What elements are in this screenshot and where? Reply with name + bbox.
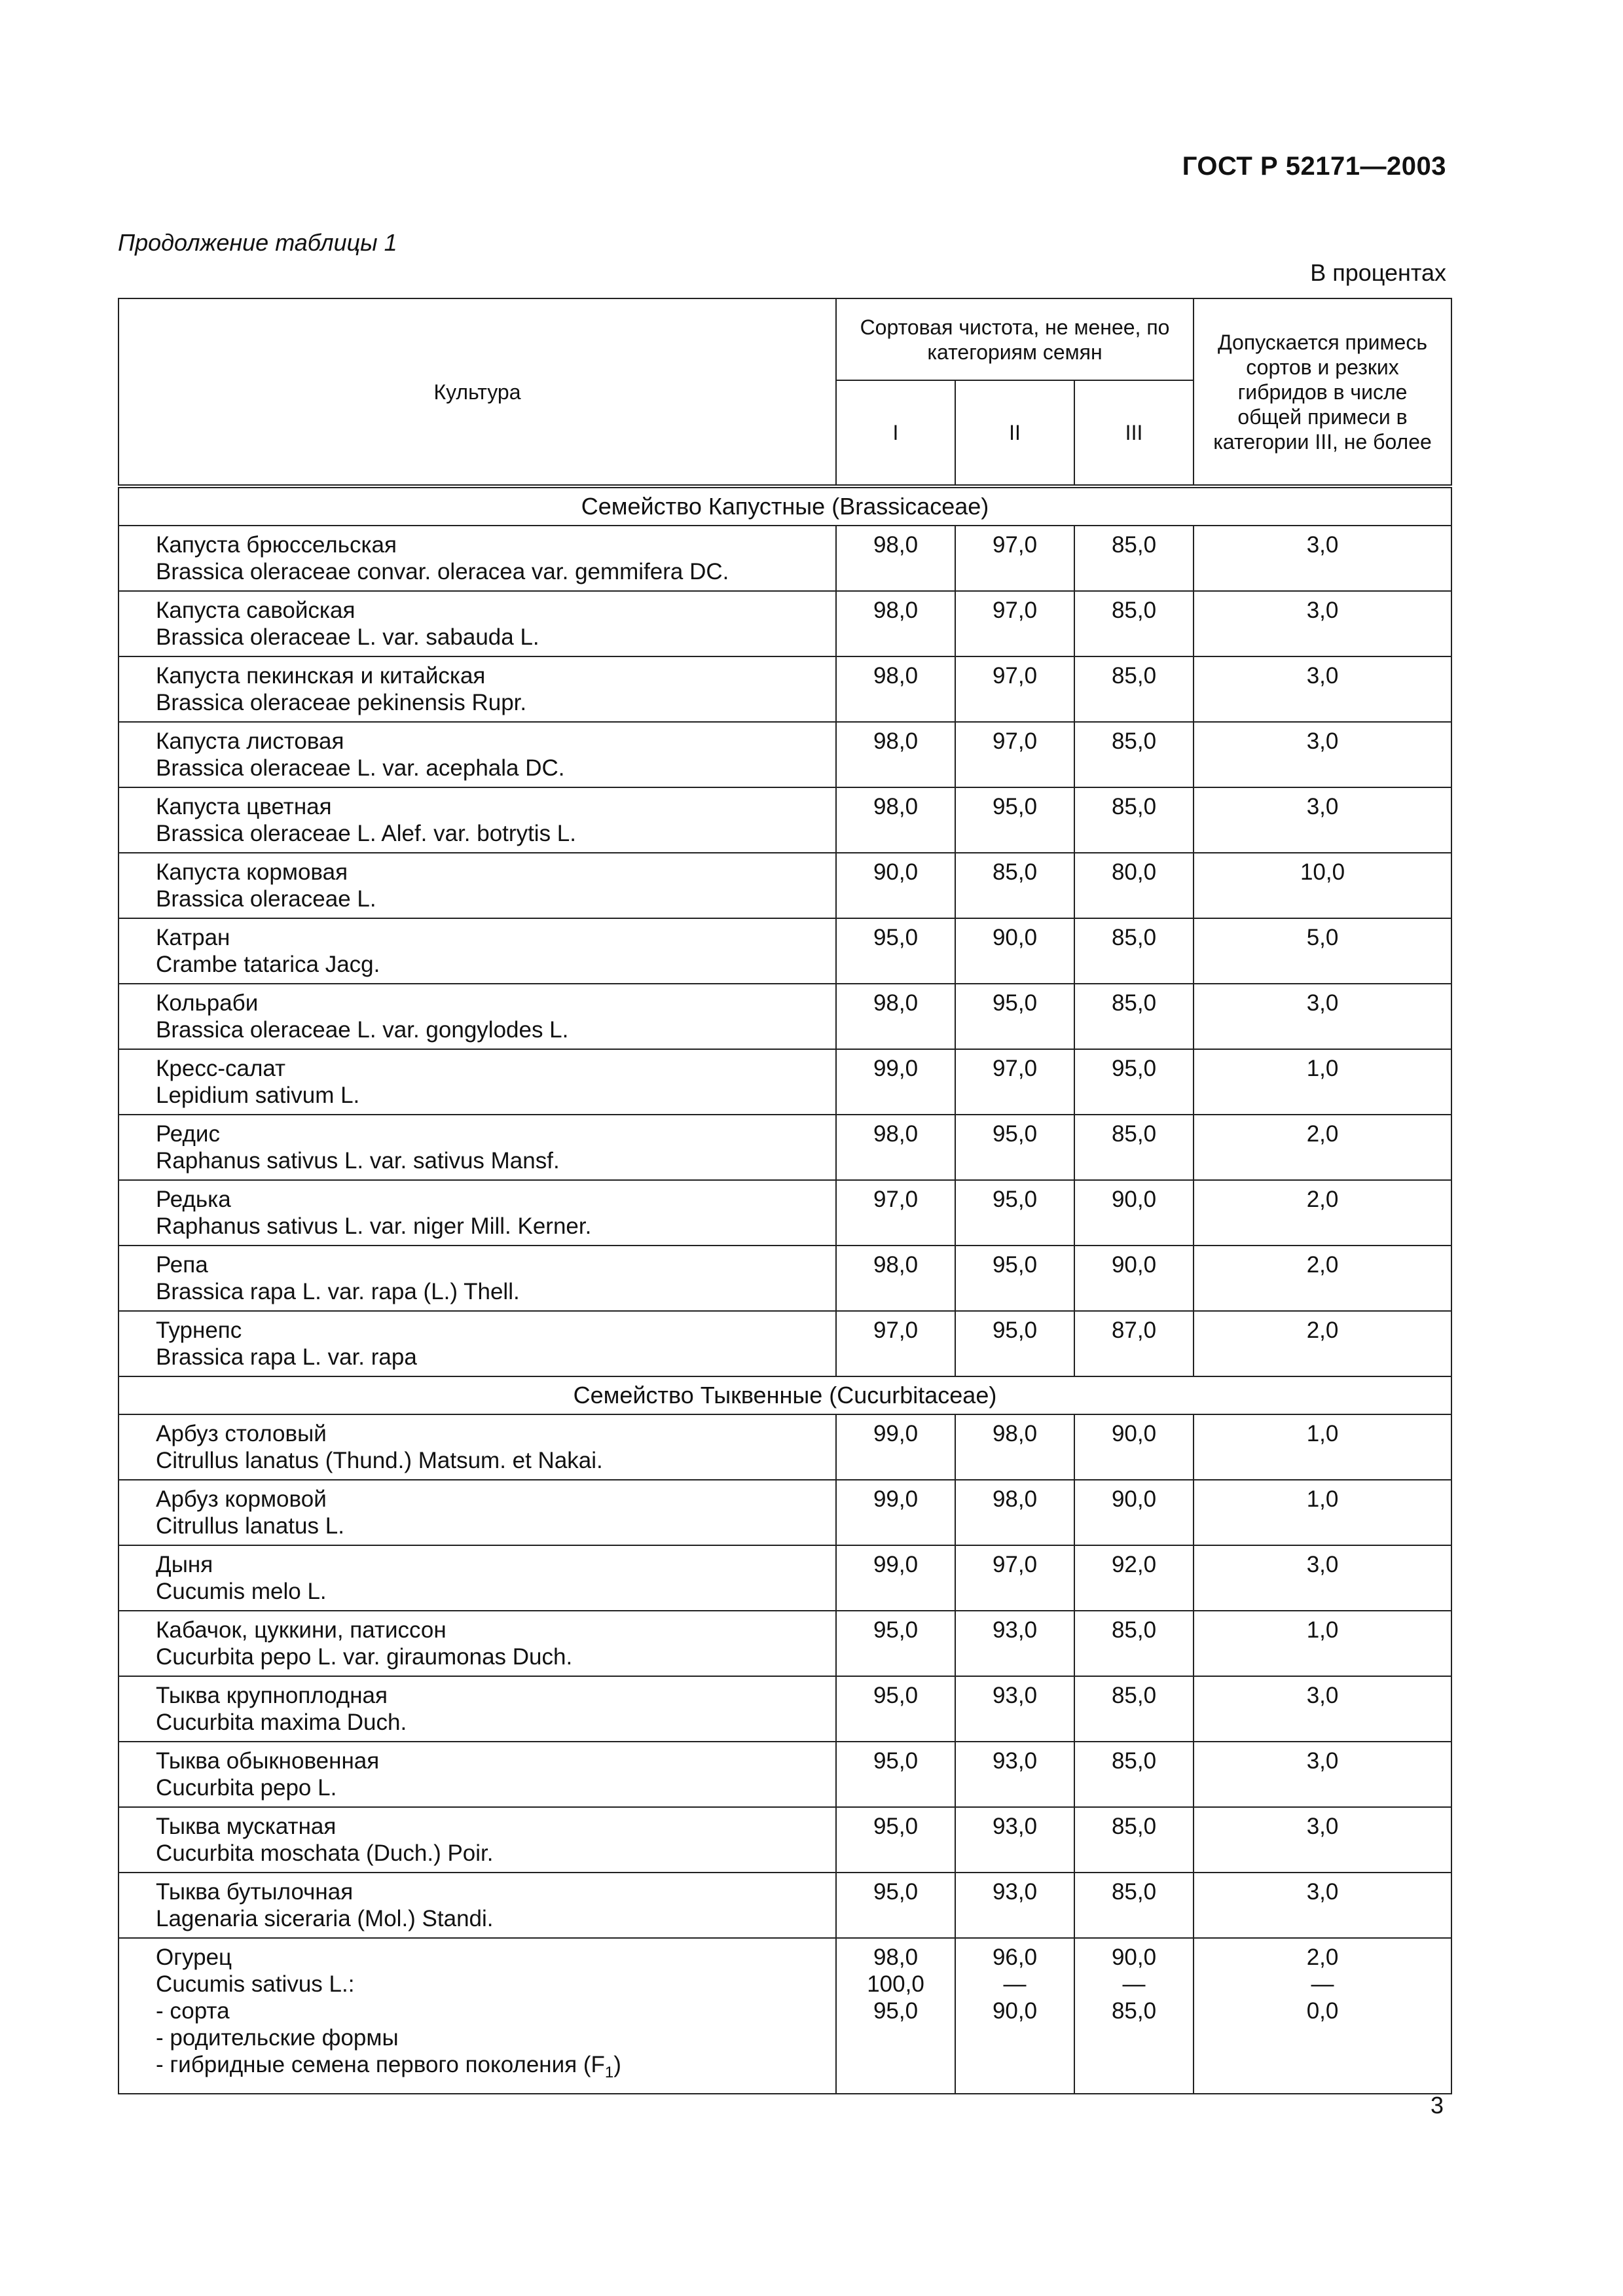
cucumber-subtype-label: - родительские формы bbox=[156, 2025, 399, 2051]
crop-cell bbox=[119, 787, 836, 853]
category-3-value: 85,0 bbox=[1074, 1115, 1194, 1180]
admixture-value: 5,0 bbox=[1194, 918, 1451, 984]
category-1-value: 99,0 bbox=[836, 1480, 955, 1545]
units-caption: В процентах bbox=[1310, 259, 1446, 286]
category-2-value: 98,0 bbox=[955, 1480, 1074, 1545]
header-category-2: II bbox=[955, 380, 1074, 486]
table-row bbox=[119, 853, 1451, 918]
crop-latin-name: Cucumis melo L. bbox=[156, 1579, 327, 1604]
table-row bbox=[119, 722, 1451, 787]
category-1-value: 98,0 bbox=[836, 656, 955, 722]
cucumber-subtype bbox=[156, 2051, 835, 2081]
category-1-value-group bbox=[836, 1938, 955, 2094]
admixture-value: 1,0 bbox=[1194, 1480, 1451, 1545]
crop-name: Капуста цветная bbox=[156, 794, 332, 819]
admixture-value: 0,0 bbox=[1306, 1998, 1339, 2024]
category-2-value: 97,0 bbox=[955, 1049, 1074, 1115]
header-category-3: III bbox=[1074, 380, 1194, 486]
category-3-value: 85,0 bbox=[1074, 656, 1194, 722]
crop-cell bbox=[119, 853, 836, 918]
crop-name: Капуста савойская bbox=[156, 598, 356, 623]
table-row bbox=[119, 1480, 1451, 1545]
table-row bbox=[119, 1049, 1451, 1115]
crop-cell bbox=[119, 1807, 836, 1873]
crop-latin-name: Lepidium sativum L. bbox=[156, 1083, 360, 1108]
admixture-value: 3,0 bbox=[1194, 1807, 1451, 1873]
crop-name: Редька bbox=[156, 1187, 231, 1212]
crop-name: Репа bbox=[156, 1252, 208, 1278]
category-1-value: 95,0 bbox=[836, 1676, 955, 1742]
category-2-value: 97,0 bbox=[955, 591, 1074, 656]
category-1-value: 99,0 bbox=[836, 1049, 955, 1115]
crop-cell bbox=[119, 1311, 836, 1376]
crop-cell bbox=[119, 1873, 836, 1938]
crop-name: Капуста пекинская и китайская bbox=[156, 663, 486, 689]
category-2-value: 93,0 bbox=[955, 1873, 1074, 1938]
category-3-value: 95,0 bbox=[1074, 1049, 1194, 1115]
category-1-value: 100,0 bbox=[867, 1971, 924, 1997]
cucumber-subtype-label: - сорта bbox=[156, 1998, 230, 2024]
crop-name: Арбуз столовый bbox=[156, 1421, 327, 1446]
crop-name: Дыня bbox=[156, 1552, 213, 1577]
crop-latin-name: Brassica oleraceae convar. oleracea var. gemmifera DC. bbox=[156, 559, 729, 584]
crop-latin-name: Lagenaria siceraria (Mol.) Standi. bbox=[156, 1906, 494, 1931]
crop-cell bbox=[119, 1246, 836, 1311]
admixture-value: 10,0 bbox=[1194, 853, 1451, 918]
admixture-value: 3,0 bbox=[1194, 722, 1451, 787]
crop-cell bbox=[119, 1742, 836, 1807]
category-2-value: 95,0 bbox=[955, 1246, 1074, 1311]
crop-name: Тыква бутылочная bbox=[156, 1879, 354, 1905]
crop-cell bbox=[119, 526, 836, 591]
category-3-value: 85,0 bbox=[1074, 918, 1194, 984]
family-row bbox=[119, 486, 1451, 526]
category-2-value: 85,0 bbox=[955, 853, 1074, 918]
category-3-value: 85,0 bbox=[1111, 1998, 1157, 2024]
page-number: 3 bbox=[1430, 2092, 1444, 2119]
admixture-value: 2,0 bbox=[1194, 1115, 1451, 1180]
category-1-value: 99,0 bbox=[836, 1545, 955, 1611]
category-3-value: 85,0 bbox=[1074, 1807, 1194, 1873]
category-2-value: 90,0 bbox=[992, 1998, 1038, 2024]
crop-name: Огурец bbox=[156, 1945, 232, 1970]
crop-cell bbox=[119, 1414, 836, 1480]
category-3-value: 90,0 bbox=[1074, 1246, 1194, 1311]
crop-latin-name: Brassica oleraceae L. bbox=[156, 886, 376, 912]
admixture-value: 3,0 bbox=[1194, 526, 1451, 591]
table-row bbox=[119, 1676, 1451, 1742]
category-1-value: 95,0 bbox=[836, 1611, 955, 1676]
table-body bbox=[119, 486, 1451, 2094]
admixture-value: 2,0 bbox=[1194, 1180, 1451, 1246]
admixture-value: 3,0 bbox=[1194, 656, 1451, 722]
crop-latin-name: Brassica rapa L. var. rapa (L.) Thell. bbox=[156, 1279, 520, 1304]
category-1-value: 98,0 bbox=[836, 1115, 955, 1180]
category-2-value: 93,0 bbox=[955, 1807, 1074, 1873]
crop-cell bbox=[119, 1049, 836, 1115]
header-category-1: I bbox=[836, 380, 955, 486]
crop-cell bbox=[119, 1115, 836, 1180]
category-1-value: 97,0 bbox=[836, 1180, 955, 1246]
admixture-value: 2,0 bbox=[1194, 1311, 1451, 1376]
table-row bbox=[119, 591, 1451, 656]
category-1-value: 95,0 bbox=[873, 1998, 919, 2024]
crop-cell bbox=[119, 591, 836, 656]
admixture-value: 2,0 bbox=[1194, 1246, 1451, 1311]
table-row-cucumber bbox=[119, 1938, 1451, 2094]
admixture-value: 1,0 bbox=[1194, 1049, 1451, 1115]
category-3-value: 85,0 bbox=[1074, 722, 1194, 787]
table-row bbox=[119, 1115, 1451, 1180]
category-1-value: 90,0 bbox=[836, 853, 955, 918]
category-1-value: 98,0 bbox=[836, 984, 955, 1049]
category-1-value: 98,0 bbox=[836, 1246, 955, 1311]
category-2-value: 97,0 bbox=[955, 1545, 1074, 1611]
category-1-value: 95,0 bbox=[836, 1742, 955, 1807]
category-2-value: 93,0 bbox=[955, 1742, 1074, 1807]
crop-latin-name: Cucurbita pepo L. bbox=[156, 1775, 337, 1801]
category-1-value: 97,0 bbox=[836, 1311, 955, 1376]
admixture-value: 2,0 bbox=[1306, 1945, 1339, 1970]
admixture-value: 3,0 bbox=[1194, 591, 1451, 656]
crop-cell bbox=[119, 1545, 836, 1611]
crop-name: Кресс-салат bbox=[156, 1056, 286, 1081]
crop-latin-name: Raphanus sativus L. var. sativus Mansf. bbox=[156, 1148, 560, 1174]
table-row bbox=[119, 1873, 1451, 1938]
category-3-value: 85,0 bbox=[1074, 1873, 1194, 1938]
cucumber-subtype bbox=[156, 1998, 835, 2024]
document-code: ГОСТ Р 52171—2003 bbox=[1182, 152, 1446, 181]
category-2-value: 98,0 bbox=[955, 1414, 1074, 1480]
crop-cell bbox=[119, 1676, 836, 1742]
crop-latin-name: Citrullus lanatus L. bbox=[156, 1513, 344, 1539]
header-admixture: Допускается примесь сортов и резких гибридов в числе общей примеси в категории III, не более bbox=[1194, 298, 1451, 486]
cucumber-subtype-label-end: ) bbox=[613, 2052, 621, 2077]
crop-latin-name: Brassica oleraceae L. Alef. var. botrytis L. bbox=[156, 821, 576, 846]
category-1-value: 98,0 bbox=[836, 591, 955, 656]
category-2-value: 95,0 bbox=[955, 1180, 1074, 1246]
admixture-value: 3,0 bbox=[1194, 1742, 1451, 1807]
category-3-value: 85,0 bbox=[1074, 984, 1194, 1049]
category-3-value: 90,0 bbox=[1074, 1180, 1194, 1246]
crop-latin-name: Cucurbita maxima Duch. bbox=[156, 1710, 407, 1735]
table-row bbox=[119, 656, 1451, 722]
crop-name: Кабачок, цуккини, патиссон bbox=[156, 1617, 447, 1643]
category-3-value: 85,0 bbox=[1074, 591, 1194, 656]
table-row bbox=[119, 1545, 1451, 1611]
table-row bbox=[119, 984, 1451, 1049]
category-2-value: 93,0 bbox=[955, 1611, 1074, 1676]
category-3-value: 85,0 bbox=[1074, 1611, 1194, 1676]
crop-name: Редис bbox=[156, 1121, 220, 1147]
table-row bbox=[119, 1807, 1451, 1873]
admixture-value: 3,0 bbox=[1194, 787, 1451, 853]
crop-name: Капуста листовая bbox=[156, 728, 344, 754]
category-2-value: 93,0 bbox=[955, 1676, 1074, 1742]
admixture-value-group bbox=[1194, 1938, 1451, 2094]
crop-latin-name: Brassica oleraceae pekinensis Rupr. bbox=[156, 690, 527, 715]
category-3-value: 90,0 bbox=[1074, 1480, 1194, 1545]
category-1-value: 99,0 bbox=[836, 1414, 955, 1480]
subscript: 1 bbox=[604, 2064, 614, 2081]
category-1-value: 95,0 bbox=[836, 1873, 955, 1938]
header-crop: Культура bbox=[119, 298, 836, 486]
family-title: Семейство Тыквенные (Cucurbitaceae) bbox=[119, 1376, 1451, 1414]
crop-name: Капуста брюссельская bbox=[156, 532, 397, 558]
category-3-value: 90,0 bbox=[1111, 1945, 1157, 1970]
category-2-value: — bbox=[1003, 1971, 1027, 1997]
category-3-value: 80,0 bbox=[1074, 853, 1194, 918]
category-3-value: 85,0 bbox=[1074, 787, 1194, 853]
category-1-value: 95,0 bbox=[836, 918, 955, 984]
crop-cell bbox=[119, 1611, 836, 1676]
category-2-value: 95,0 bbox=[955, 787, 1074, 853]
category-3-value: 90,0 bbox=[1074, 1414, 1194, 1480]
category-3-value: 85,0 bbox=[1074, 526, 1194, 591]
table-row bbox=[119, 787, 1451, 853]
crop-latin-name: Cucurbita pepo L. var. giraumonas Duch. bbox=[156, 1644, 573, 1670]
admixture-value: 3,0 bbox=[1194, 1873, 1451, 1938]
crop-latin-name: Brassica oleraceae L. var. gongylodes L. bbox=[156, 1017, 569, 1043]
category-3-value: — bbox=[1122, 1971, 1146, 1997]
cucumber-subtype-label: - гибридные семена первого поколения (F bbox=[156, 2052, 605, 2077]
category-2-value: 90,0 bbox=[955, 918, 1074, 984]
category-2-value: 97,0 bbox=[955, 722, 1074, 787]
family-title: Семейство Капустные (Brassicaceae) bbox=[119, 486, 1451, 526]
crop-name: Турнепс bbox=[156, 1318, 242, 1343]
category-1-value: 98,0 bbox=[836, 526, 955, 591]
category-1-value: 95,0 bbox=[836, 1807, 955, 1873]
crop-latin-name: Brassica oleraceae L. var. acephala DC. bbox=[156, 755, 565, 781]
table-row bbox=[119, 526, 1451, 591]
table-row bbox=[119, 918, 1451, 984]
table-row bbox=[119, 1180, 1451, 1246]
category-2-value: 95,0 bbox=[955, 984, 1074, 1049]
crop-latin-name: Cucumis sativus L.: bbox=[156, 1971, 355, 1997]
category-2-value: 97,0 bbox=[955, 656, 1074, 722]
admixture-value: 3,0 bbox=[1194, 1545, 1451, 1611]
crop-latin-name: Crambe tatarica Jacg. bbox=[156, 952, 380, 977]
crop-name: Арбуз кормовой bbox=[156, 1486, 327, 1512]
crop-latin-name: Citrullus lanatus (Thund.) Matsum. et Nakai. bbox=[156, 1448, 603, 1473]
crop-name: Тыква обыкновенная bbox=[156, 1748, 380, 1774]
admixture-value: — bbox=[1311, 1971, 1334, 1997]
crop-name: Капуста кормовая bbox=[156, 859, 348, 885]
table-row bbox=[119, 1311, 1451, 1376]
cucumber-subtype bbox=[156, 2024, 835, 2051]
table-continuation-caption: Продолжение таблицы 1 bbox=[118, 229, 397, 256]
crop-latin-name: Brassica rapa L. var. rapa bbox=[156, 1344, 417, 1370]
category-1-value: 98,0 bbox=[836, 722, 955, 787]
category-2-value: 97,0 bbox=[955, 526, 1074, 591]
category-2-value: 95,0 bbox=[955, 1311, 1074, 1376]
category-2-value: 95,0 bbox=[955, 1115, 1074, 1180]
crop-cell bbox=[119, 1180, 836, 1246]
category-3-value: 85,0 bbox=[1074, 1742, 1194, 1807]
category-3-value-group bbox=[1074, 1938, 1194, 2094]
table-row bbox=[119, 1611, 1451, 1676]
category-2-value: 96,0 bbox=[992, 1945, 1038, 1970]
admixture-value: 3,0 bbox=[1194, 1676, 1451, 1742]
table-row bbox=[119, 1414, 1451, 1480]
family-row bbox=[119, 1376, 1451, 1414]
category-1-value: 98,0 bbox=[873, 1945, 919, 1970]
crop-cell bbox=[119, 1938, 836, 2094]
crop-name: Катран bbox=[156, 925, 230, 950]
crop-latin-name: Brassica oleraceae L. var. sabauda L. bbox=[156, 624, 539, 650]
crop-cell bbox=[119, 1480, 836, 1545]
table-row bbox=[119, 1742, 1451, 1807]
admixture-value: 3,0 bbox=[1194, 984, 1451, 1049]
crop-cell bbox=[119, 656, 836, 722]
category-3-value: 92,0 bbox=[1074, 1545, 1194, 1611]
crop-cell bbox=[119, 918, 836, 984]
crop-name: Кольраби bbox=[156, 990, 259, 1016]
table-row bbox=[119, 1246, 1451, 1311]
category-3-value: 85,0 bbox=[1074, 1676, 1194, 1742]
crop-latin-name: Raphanus sativus L. var. niger Mill. Kerner. bbox=[156, 1213, 592, 1239]
header-varietal-purity: Сортовая чистота, не менее, по категориям семян bbox=[836, 298, 1194, 380]
category-3-value: 87,0 bbox=[1074, 1311, 1194, 1376]
crop-cell bbox=[119, 722, 836, 787]
category-1-value: 98,0 bbox=[836, 787, 955, 853]
category-2-value-group bbox=[955, 1938, 1074, 2094]
admixture-value: 1,0 bbox=[1194, 1414, 1451, 1480]
seed-purity-table bbox=[118, 298, 1452, 2094]
admixture-value: 1,0 bbox=[1194, 1611, 1451, 1676]
crop-name: Тыква крупноплодная bbox=[156, 1683, 388, 1708]
crop-name: Тыква мускатная bbox=[156, 1814, 337, 1839]
crop-latin-name: Cucurbita moschata (Duch.) Poir. bbox=[156, 1840, 494, 1866]
crop-cell bbox=[119, 984, 836, 1049]
